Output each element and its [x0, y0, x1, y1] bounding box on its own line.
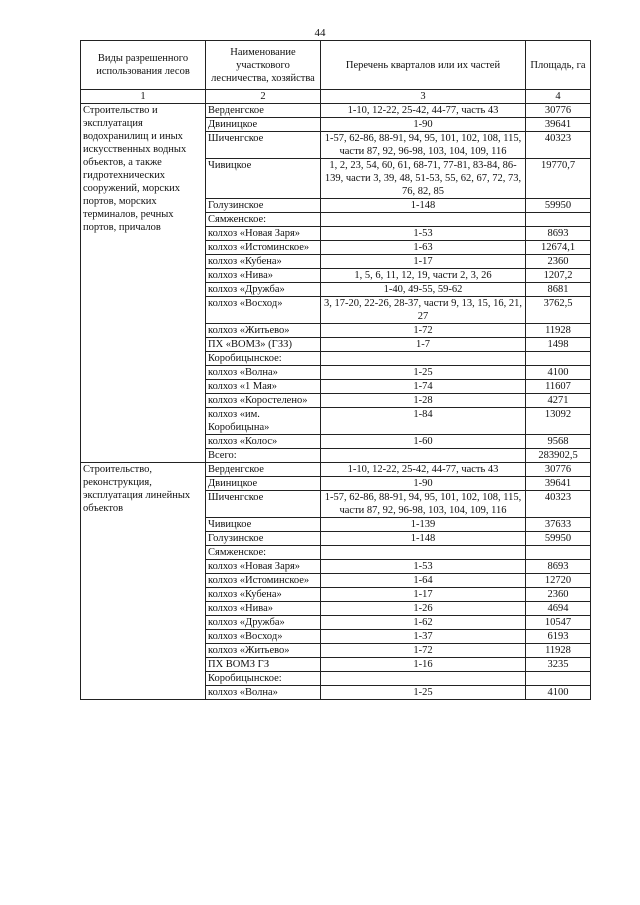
forestry-name-cell: Шиченгское [206, 132, 321, 159]
quarters-cell: 1-64 [321, 574, 526, 588]
quarters-cell: 1-28 [321, 394, 526, 408]
quarters-cell: 1, 2, 23, 54, 60, 61, 68-71, 77-81, 83-84, 86-139, части 3, 39, 48, 51-53, 55, 62, 67, 72, 73, 76, 82, 85 [321, 159, 526, 199]
quarters-cell: 1-84 [321, 408, 526, 435]
quarters-cell: 1-72 [321, 324, 526, 338]
area-cell: 4271 [526, 394, 591, 408]
area-cell: 30776 [526, 104, 591, 118]
forestry-name-cell: Шиченгское [206, 491, 321, 518]
table-body [81, 104, 591, 700]
forestry-name-cell: Верденгское [206, 104, 321, 118]
area-cell: 1207,2 [526, 269, 591, 283]
area-cell: 3762,5 [526, 297, 591, 324]
area-cell: 283902,5 [526, 449, 591, 463]
area-cell: 13092 [526, 408, 591, 435]
area-cell [526, 546, 591, 560]
column-number: 1 [81, 90, 206, 104]
area-cell: 2360 [526, 255, 591, 269]
area-cell: 11607 [526, 380, 591, 394]
forestry-name-cell: колхоз «Волна» [206, 366, 321, 380]
forestry-name-cell: ПХ «ВОМЗ» (ГЗЗ) [206, 338, 321, 352]
quarters-cell: 1-72 [321, 644, 526, 658]
area-cell: 37633 [526, 518, 591, 532]
forestry-name-cell: Двиницкое [206, 118, 321, 132]
forest-usage-table [80, 40, 591, 700]
area-cell: 8693 [526, 560, 591, 574]
usage-type-cell: Строительство и эксплуатация водохранилищ и иных искусственных водных объектов, а также гидротехнических сооружений, морских портов, морских терминалов, речных портов, причалов [81, 104, 206, 463]
area-cell: 4694 [526, 602, 591, 616]
forestry-name-cell: Чивицкое [206, 518, 321, 532]
forestry-name-cell: Верденгское [206, 463, 321, 477]
quarters-cell: 1-17 [321, 255, 526, 269]
quarters-cell [321, 546, 526, 560]
quarters-cell: 1-90 [321, 118, 526, 132]
header-usage-type: Виды разрешенного использования лесов [81, 41, 206, 90]
column-number: 4 [526, 90, 591, 104]
area-cell: 40323 [526, 491, 591, 518]
page-number: 44 [314, 27, 326, 39]
quarters-cell: 1-26 [321, 602, 526, 616]
area-cell: 59950 [526, 199, 591, 213]
forestry-name-cell: Сямженское: [206, 213, 321, 227]
quarters-cell: 1-148 [321, 199, 526, 213]
area-cell: 12720 [526, 574, 591, 588]
area-cell: 2360 [526, 588, 591, 602]
forestry-name-cell: колхоз «Истоминское» [206, 241, 321, 255]
column-number-row [81, 90, 591, 104]
forestry-name-cell: колхоз «Истоминское» [206, 574, 321, 588]
area-cell: 1498 [526, 338, 591, 352]
forestry-name-cell: колхоз «Новая Заря» [206, 227, 321, 241]
usage-type-cell: Строительство, реконструкция, эксплуатация линейных объектов [81, 463, 206, 700]
area-cell [526, 352, 591, 366]
table-header-row [81, 41, 591, 90]
quarters-cell: 1-53 [321, 560, 526, 574]
forestry-name-cell: колхоз «Кубена» [206, 588, 321, 602]
header-area: Площадь, га [526, 41, 591, 90]
forestry-name-cell: колхоз «Восход» [206, 630, 321, 644]
area-cell: 12674,1 [526, 241, 591, 255]
forestry-name-cell: Сямженское: [206, 546, 321, 560]
forestry-name-cell: колхоз «Дружба» [206, 283, 321, 297]
table-row [81, 463, 591, 477]
forestry-name-cell: Голузинское [206, 199, 321, 213]
area-cell: 10547 [526, 616, 591, 630]
area-cell: 40323 [526, 132, 591, 159]
area-cell: 39641 [526, 477, 591, 491]
quarters-cell [321, 352, 526, 366]
forestry-name-cell: колхоз «1 Мая» [206, 380, 321, 394]
area-cell: 19770,7 [526, 159, 591, 199]
forestry-name-cell: Коробицынское: [206, 352, 321, 366]
forestry-name-cell: колхоз «им. Коробицына» [206, 408, 321, 435]
forestry-name-cell: колхоз «Нива» [206, 269, 321, 283]
quarters-cell: 1-10, 12-22, 25-42, 44-77, часть 43 [321, 104, 526, 118]
forestry-name-cell: Коробицынское: [206, 672, 321, 686]
area-cell: 59950 [526, 532, 591, 546]
quarters-cell: 1-53 [321, 227, 526, 241]
quarters-cell: 1-74 [321, 380, 526, 394]
forestry-name-cell: колхоз «Колос» [206, 435, 321, 449]
quarters-cell [321, 213, 526, 227]
quarters-cell [321, 672, 526, 686]
area-cell: 11928 [526, 644, 591, 658]
area-cell: 4100 [526, 686, 591, 700]
area-cell: 3235 [526, 658, 591, 672]
forestry-name-cell: колхоз «Волна» [206, 686, 321, 700]
forestry-name-cell: колхоз «Житьево» [206, 644, 321, 658]
column-number: 3 [321, 90, 526, 104]
quarters-cell: 1-57, 62-86, 88-91, 94, 95, 101, 102, 108, 115, части 87, 92, 96-98, 103, 104, 109, 116 [321, 132, 526, 159]
quarters-cell: 1-62 [321, 616, 526, 630]
forestry-name-cell: Чивицкое [206, 159, 321, 199]
quarters-cell: 1-7 [321, 338, 526, 352]
forestry-name-cell: Голузинское [206, 532, 321, 546]
area-cell [526, 672, 591, 686]
forestry-name-cell: колхоз «Новая Заря» [206, 560, 321, 574]
forestry-name-cell: колхоз «Кубена» [206, 255, 321, 269]
quarters-cell: 1-37 [321, 630, 526, 644]
column-number: 2 [206, 90, 321, 104]
forestry-name-cell: колхоз «Восход» [206, 297, 321, 324]
quarters-cell: 1-16 [321, 658, 526, 672]
quarters-cell: 3, 17-20, 22-26, 28-37, части 9, 13, 15, 16, 21, 27 [321, 297, 526, 324]
quarters-cell: 1, 5, 6, 11, 12, 19, части 2, 3, 26 [321, 269, 526, 283]
quarters-cell: 1-57, 62-86, 88-91, 94, 95, 101, 102, 108, 115, части 87, 92, 96-98, 103, 104, 109, 116 [321, 491, 526, 518]
quarters-cell: 1-25 [321, 366, 526, 380]
quarters-cell: 1-10, 12-22, 25-42, 44-77, часть 43 [321, 463, 526, 477]
forestry-name-cell: Двиницкое [206, 477, 321, 491]
quarters-cell: 1-40, 49-55, 59-62 [321, 283, 526, 297]
forestry-name-cell: колхоз «Дружба» [206, 616, 321, 630]
quarters-cell: 1-25 [321, 686, 526, 700]
area-cell: 39641 [526, 118, 591, 132]
forestry-name-cell: ПХ ВОМЗ ГЗ [206, 658, 321, 672]
forestry-name-cell: колхоз «Коростелено» [206, 394, 321, 408]
area-cell: 30776 [526, 463, 591, 477]
quarters-cell: 1-148 [321, 532, 526, 546]
forestry-name-cell: Всего: [206, 449, 321, 463]
quarters-cell: 1-90 [321, 477, 526, 491]
header-forestry: Наименование участкового лесничества, хозяйства [206, 41, 321, 90]
quarters-cell: 1-60 [321, 435, 526, 449]
forestry-name-cell: колхоз «Житьево» [206, 324, 321, 338]
area-cell: 11928 [526, 324, 591, 338]
quarters-cell: 1-17 [321, 588, 526, 602]
area-cell: 8681 [526, 283, 591, 297]
table-row [81, 104, 591, 118]
area-cell [526, 213, 591, 227]
area-cell: 8693 [526, 227, 591, 241]
header-quarters: Перечень кварталов или их частей [321, 41, 526, 90]
area-cell: 6193 [526, 630, 591, 644]
quarters-cell [321, 449, 526, 463]
quarters-cell: 1-139 [321, 518, 526, 532]
area-cell: 9568 [526, 435, 591, 449]
quarters-cell: 1-63 [321, 241, 526, 255]
area-cell: 4100 [526, 366, 591, 380]
forestry-name-cell: колхоз «Нива» [206, 602, 321, 616]
